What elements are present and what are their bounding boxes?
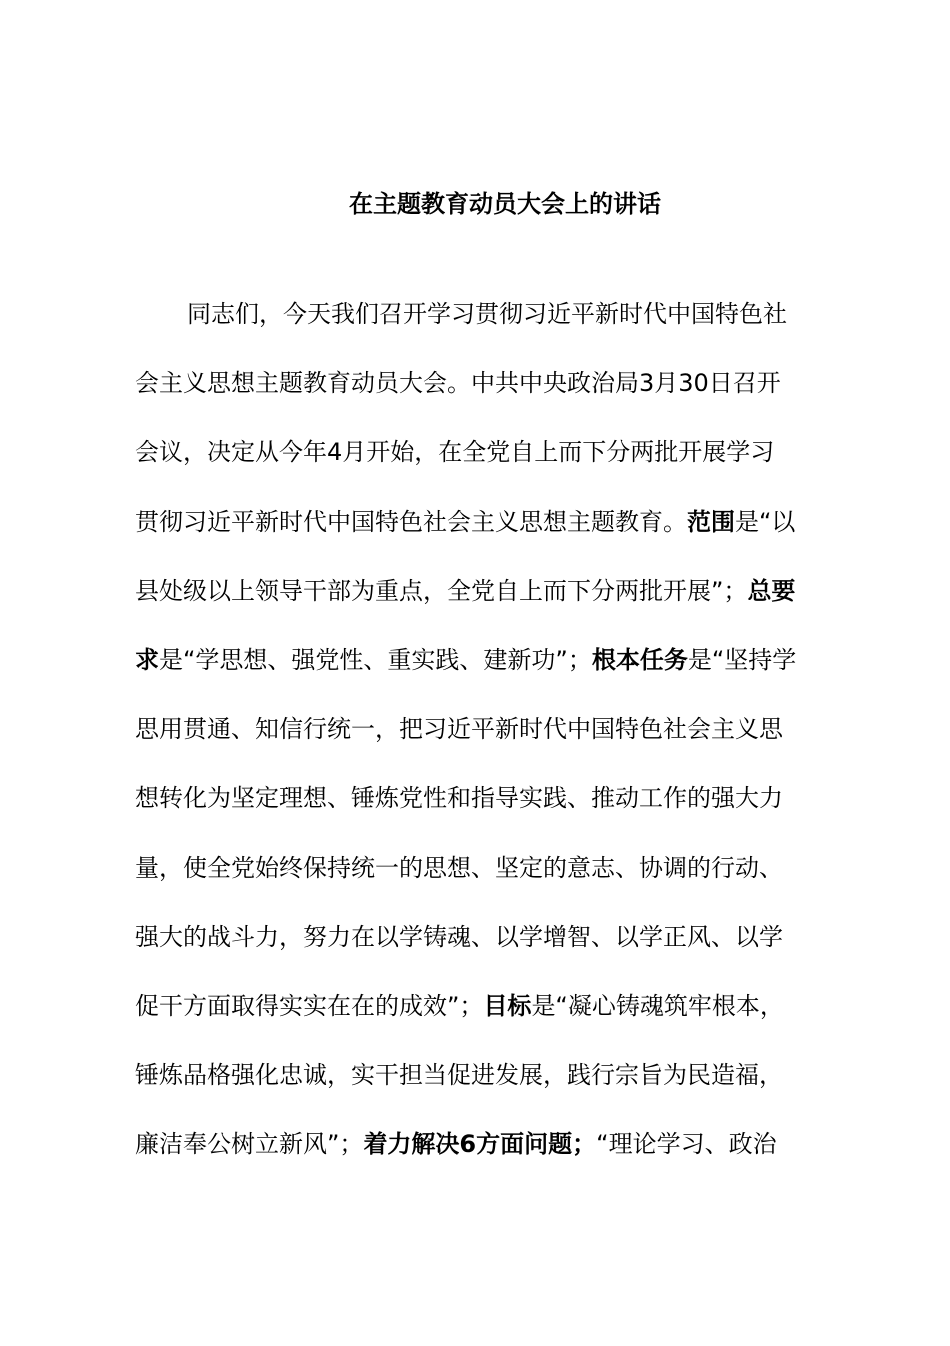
paragraph-line: [135, 296, 787, 332]
paragraph-line: [135, 919, 783, 955]
text-segment: 会主义思想主题教育动员大会。中共中央政治局3月30日召开: [135, 369, 781, 398]
bold-text-segment: 目标: [483, 992, 532, 1020]
paragraph-line: [135, 780, 783, 816]
text-segment: 强大的战斗力，努力在以学铸魂、以学增智、以学正风、以学: [135, 922, 783, 951]
bold-text-segment: 求: [135, 646, 159, 674]
text-segment: 是“以: [735, 507, 796, 536]
text-segment: 量，使全党始终保持统一的思想、坚定的意志、协调的行动、: [135, 853, 783, 882]
text-segment: 想转化为坚定理想、锤炼党性和指导实践、推动工作的强大力: [135, 784, 783, 813]
text-segment: “理论学习、政治: [596, 1130, 777, 1159]
text-segment: 同志们，今天我们召开学习贯彻习近平新时代中国特色社: [187, 300, 787, 328]
text-segment: 促干方面取得实实在在的成效”；: [135, 992, 484, 1020]
paragraph-line: [135, 1126, 777, 1162]
bold-text-segment: 根本任务: [591, 646, 688, 674]
paragraph-line: [135, 434, 774, 470]
text-segment: 贯彻习近平新时代中国特色社会主义思想主题教育。: [135, 507, 687, 536]
text-segment: 锤炼品格强化忠诚，实干担当促进发展，践行宗旨为民造福，: [135, 1061, 783, 1090]
paragraph-line: [135, 365, 781, 401]
text-segment: 思用贯通、知信行统一，把习近平新时代中国特色社会主义思: [135, 715, 783, 744]
text-segment: 是“坚持学: [687, 646, 797, 674]
paragraph-line: [135, 1057, 783, 1093]
bold-text-segment: 着力解决6方面问题；: [363, 1130, 597, 1159]
text-segment: 是“凝心铸魂筑牢根本，: [531, 992, 784, 1020]
text-segment: 廉洁奉公树立新风”；: [135, 1130, 364, 1159]
text-segment: 是“学思想、强党性、重实践、建新功”；: [159, 646, 592, 674]
paragraph-line: [135, 711, 783, 747]
paragraph-line: [135, 988, 784, 1024]
text-segment: 县处级以上领导干部为重点，全党自上而下分两批开展”；: [135, 576, 748, 605]
paragraph-line: [135, 642, 796, 678]
bold-text-segment: 总要: [747, 576, 796, 605]
paragraph-line: [135, 850, 783, 886]
bold-text-segment: 范围: [687, 507, 735, 536]
paragraph-line: [135, 504, 795, 540]
document-title: 在主题教育动员大会上的讲话: [349, 190, 661, 218]
text-segment: 会议，决定从今年4月开始，在全党自上而下分两批开展学习: [135, 438, 775, 467]
paragraph-line: [135, 573, 795, 609]
